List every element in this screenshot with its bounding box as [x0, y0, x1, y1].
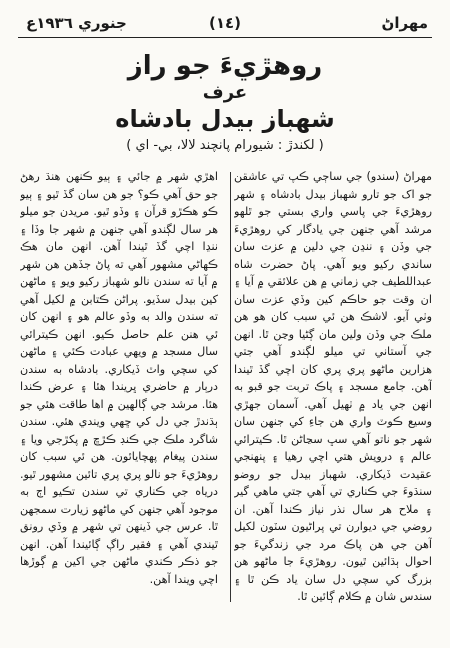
- page-header: [16, 10, 434, 38]
- header-rule: [18, 37, 432, 38]
- column-left: [20, 168, 218, 608]
- article-title-connector: عرف: [202, 82, 248, 103]
- column-right: [234, 168, 432, 608]
- column-left-text: اهڙي شهر ۾ جائي ۽ ٻيو ڪنهن هنڌ رهڻ جو حق آهي ڪو؟ جو هن سان گڏ ٿيو ۽ ٻيو ڪو هڪڙو قرآن ۽ وڏو ٿيو. مريدن جو ميلو هر سال لڳندو آهي جنهن ۾ شهر جا وڏا ۽ ننڍا اچي گڏ ٿيندا آهن. انهن مان هڪ ڪهاڻي مشهور آهي ته پاڻ جڏهن هن شهر ۾ آيا ته سندن نالو شهباز رکيو ويو ۽ ماڻهن کين بيدل سڏيو. پراڻن ڪتابن ۾ لکيل آهي ته سندن والد به وڏو عالم هو ۽ انهن کان ئي هنن علم حاصل ڪيو. انهن ڪيترائي سال مسجد ۾ ويهي عبادت ڪئي ۽ ماڻهن کي سچي واٽ ڏيکاري. بادشاه به سندن درٻار ۾ حاضري ڀريندا هئا ۽ عرض ڪندا هئا. مرشد جي ڳالهين ۾ اها طاقت هئي جو ٻڌندڙ جي دل کي ڇهي ويندي هئي. سندن شاگرد ملڪ جي ڪنڊ ڪڙڇ ۾ پکڙجي ويا ۽ سندن پيغام پهچايائون. هن ئي سبب کان روهڙيءَ جو نالو پري پري تائين مشهور ٿيو. درياه جي ڪناري تي سندن تڪيو اڄ به موجود آهي جنهن کي ماڻهو زيارت سمجهن ٿا. عرس جي ڏينهن تي شهر ۾ وڏي رونق ٿيندي آهي ۽ فقير راڳ ڳائيندا آهن. انهن جو ذڪر ڪندي ماڻهن جي اکين ۾ ڳوڙها اچي ويندا آهن.: [20, 170, 218, 586]
- page-number: (١٤): [208, 14, 242, 32]
- column-divider: [230, 172, 231, 602]
- article-title-block: [16, 50, 434, 156]
- author-byline: ( لکندڙ : شيورام پانچند لالا، بي- اي ): [126, 138, 324, 153]
- column-right-text: مهراڻ (سندو) جي ساڄي ڪپ تي عاشقن جو اک جو تارو شهباز بيدل بادشاه ۽ شهر روهڙيءَ جي پاسي واري بستي جو ٿلهو مرشد آهي جنهن جي يادگار کي روهڙيءَ جي وڏن ۽ ننڍن جي دلين ۾ عزت سان ساندي رکيو ويو آهي. پاڻ حضرت شاه عبداللطيف جي زماني ۾ هن علائقي ۾ آيا ۽ ان وقت جو حاڪم کين وڏي عزت سان وٺي آيو. لاشڪ هن ئي سبب کان هو هن ملڪ جي وڏن ولين مان ڳڻيا وڃن ٿا. انهن جي آستاني تي ميلو لڳندو آهي جتي هزارين ماڻهو پري پري کان اچي گڏ ٿيندا آهن. جامع مسجد ۽ پاڪ تربت جو قبو به انهن جي ياد ۾ ٺهيل آهي. آسمان جهڙي وسيع ڪوٽ واري هن جاءِ کي جنهن سان شهر جو ناتو آهي سڀ سڃاڻن ٿا. ڪيترائي عالم ۽ درويش هتي اچي رهيا ۽ پنهنجي عقيدت ڏيکاري. شهباز بيدل جو روضو سنڌوءَ جي ڪناري تي آهي جتي ماهي گير ۽ ملاح هر سال نذر نياز ڪندا آهن. ان روضي جي ديوارن تي پراڻيون سٽون لکيل آهن جي هن پاڪ مرد جي زندگيءَ جو احوال ٻڌائين ٿيون. روهڙيءَ جا ماڻهو هن بزرگ کي سچي دل سان ياد ڪن ٿا ۽ سندس شان ۾ ڪلام ڳائين ٿا.: [234, 170, 432, 603]
- article-subtitle: شهباز بيدل بادشاه: [115, 105, 335, 133]
- article-body: [16, 168, 434, 608]
- publication-name: مهراڻ: [381, 14, 428, 32]
- article-title: روهڙيءَ جو راز: [127, 51, 323, 81]
- issue-date: جنوري ١٩٣٦ع: [26, 14, 127, 32]
